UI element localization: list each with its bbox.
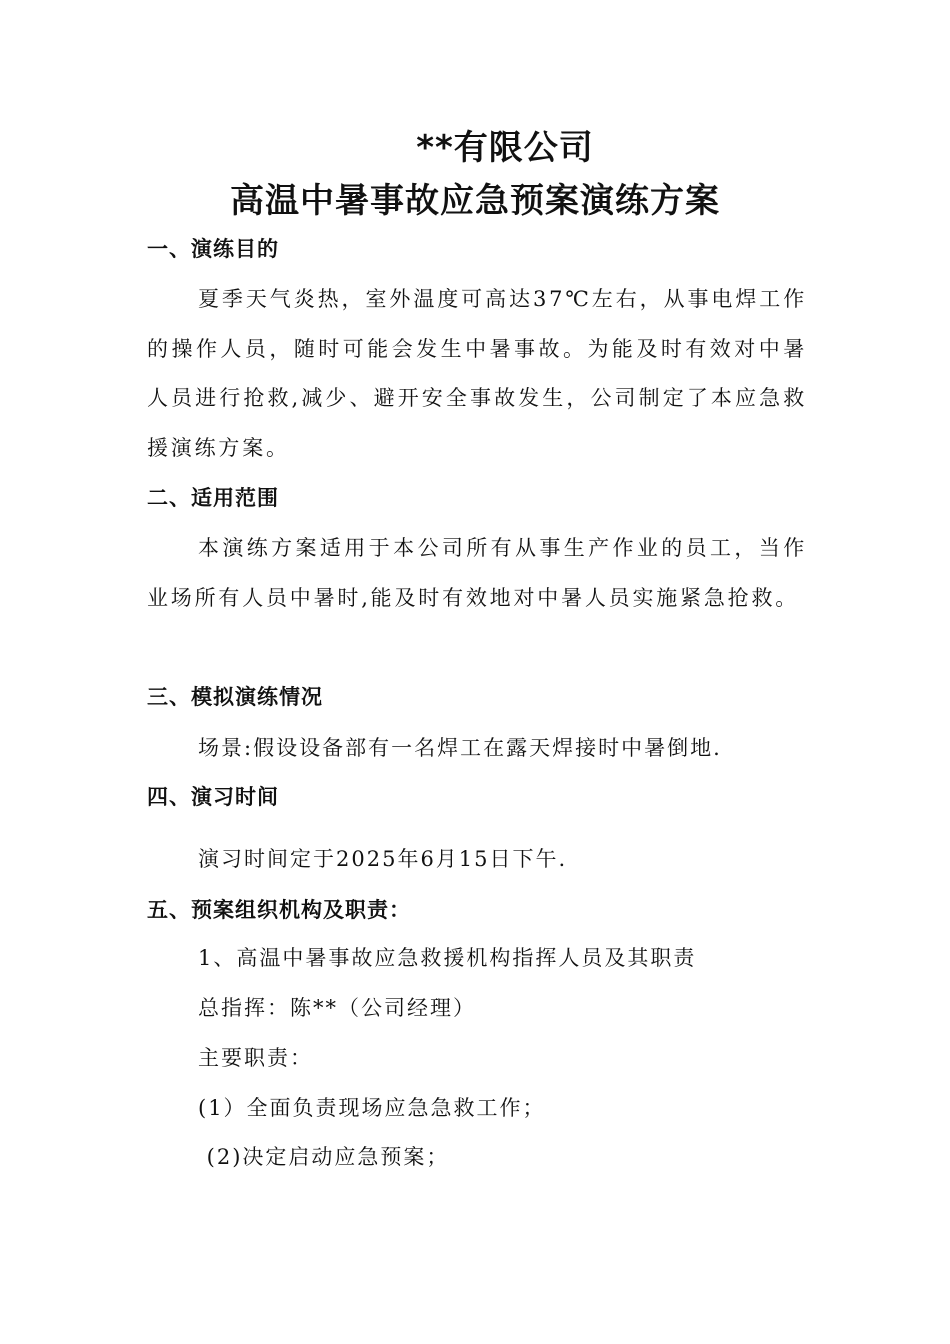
organization-item-duties: 主要职责： bbox=[198, 1046, 313, 1070]
section-heading-scenario: 三、模拟演练情况 bbox=[147, 685, 323, 709]
section-heading-scope: 二、适用范围 bbox=[147, 486, 279, 510]
organization-item-1: 1、高温中暑事故应急救援机构指挥人员及其职责 bbox=[198, 946, 697, 970]
company-title: **有限公司 bbox=[416, 128, 594, 168]
organization-item-commander: 总指挥：陈**（公司经理） bbox=[198, 996, 476, 1020]
section-heading-purpose: 一、演练目的 bbox=[147, 237, 279, 261]
organization-item-duty-2: (2)决定启动应急预案； bbox=[198, 1145, 450, 1169]
section-text-scenario: 场景:假设设备部有一名焊工在露天焊接时中暑倒地. bbox=[198, 736, 722, 760]
section-text-scope: 本演练方案适用于本公司所有从事生产作业的员工，当作业场所有人员中暑时,能及时有效地对中暑人员实施紧急抢救。 bbox=[147, 536, 807, 610]
organization-item-duty-1: (1）全面负责现场应急急救工作； bbox=[198, 1096, 546, 1120]
section-heading-time: 四、演习时间 bbox=[147, 785, 279, 809]
section-text-purpose: 夏季天气炎热，室外温度可高达37℃左右，从事电焊工作的操作人员，随时可能会发生中暑事故。为能及时有效对中暑人员进行抢救,减少、避开安全事故发生，公司制定了本应急救援演练方案。 bbox=[147, 287, 807, 460]
document-title: 高温中暑事故应急预案演练方案 bbox=[230, 181, 720, 221]
section-heading-organization: 五、预案组织机构及职责： bbox=[147, 898, 411, 922]
section-text-time: 演习时间定于2025年6月15日下午. bbox=[198, 847, 568, 871]
